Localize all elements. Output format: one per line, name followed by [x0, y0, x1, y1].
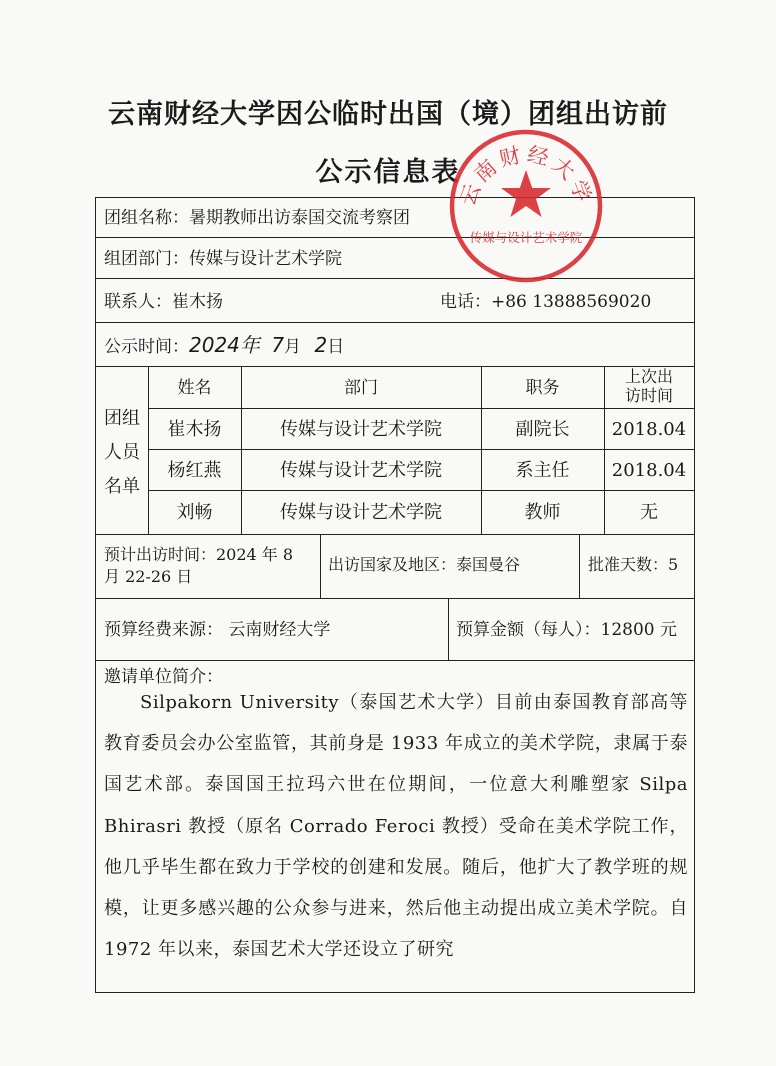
- notice-day-unit: 日: [327, 337, 345, 357]
- header-last-visit: 上次出 访时间: [624, 367, 673, 405]
- notice-year: 2024年: [189, 333, 260, 357]
- member-position: 系主任: [515, 460, 570, 481]
- member-position: 副院长: [515, 419, 570, 440]
- member-last-visit: 2018.04: [611, 419, 687, 440]
- notice-day: 2: [314, 333, 328, 357]
- seal-top-text: 云南财经大学: [455, 142, 597, 209]
- member-dept: 传媒与设计艺术学院: [280, 460, 442, 481]
- group-dept-value: 传媒与设计艺术学院: [189, 249, 342, 269]
- red-seal-stamp: [446, 126, 606, 286]
- trip-days: 批准天数：5: [588, 555, 679, 574]
- group-name-row: [104, 208, 410, 228]
- phone-value: +86 13888569020: [491, 292, 652, 312]
- group-dept-row: [104, 249, 342, 269]
- contact-row: [104, 292, 223, 312]
- contact-value: 崔木扬: [172, 292, 223, 312]
- invite-label: 邀请单位简介：: [104, 667, 223, 687]
- member-dept: 传媒与设计艺术学院: [280, 502, 442, 523]
- notice-month-unit: 月: [284, 337, 302, 357]
- group-name-label: 团组名称：: [104, 208, 189, 228]
- member-name: 刘畅: [176, 502, 213, 523]
- trip-time: 预计出访时间：2024 年 8 月 22-26 日: [104, 545, 294, 586]
- info-table: [95, 197, 695, 993]
- header-dept: 部门: [344, 378, 378, 398]
- phone-row: [440, 292, 651, 312]
- invite-text: Silpakorn University（泰国艺术大学）目前由泰国教育部高等教育委员会办公室监管，其前身是 1933 年成立的美术学院，隶属于泰国艺术部。泰国国王拉玛六世在位期间，一位意大利雕塑家 Silpa Bhirasri 教授（原名 Corrado Feroci 教授）受命在美术学院工作，他几乎毕生都在致力于学校的创建和发展。随后，他扩大了教学班的规模，让更多感兴趣的公众参与进来，然后他主动提出成立美术学院。自 1972 年以来，泰国艺术大学还设立了研究: [104, 692, 688, 961]
- doc-title-line1: 云南财经大学因公临时出国（境）团组出访前: [108, 99, 668, 130]
- budget-source: 预算经费来源： 云南财经大学: [104, 620, 331, 640]
- phone-label: 电话：: [440, 292, 491, 312]
- member-position: 教师: [524, 502, 561, 523]
- member-dept: 传媒与设计艺术学院: [280, 419, 442, 440]
- notice-time-label: 公示时间：: [104, 337, 189, 357]
- doc-title-line2: 公示信息表: [315, 157, 461, 188]
- trip-country: 出访国家及地区：泰国曼谷: [328, 555, 521, 574]
- notice-time-row: [104, 335, 344, 357]
- members-side-label: 团组 人员 名单: [104, 408, 140, 497]
- group-name-value: 暑期教师出访泰国交流考察团: [189, 208, 410, 228]
- group-dept-label: 组团部门：: [104, 249, 189, 269]
- member-name: 杨红燕: [167, 460, 222, 481]
- member-last-visit: 2018.04: [611, 460, 687, 481]
- header-name: 姓名: [177, 378, 212, 398]
- contact-label: 联系人：: [104, 292, 172, 312]
- notice-month: 7: [271, 333, 285, 357]
- seal-bottom-text: 传媒与设计艺术学院: [469, 230, 583, 245]
- member-last-visit: 无: [640, 502, 658, 523]
- member-name: 崔木扬: [167, 419, 222, 440]
- budget-amount: 预算金额（每人）：12800 元: [456, 620, 677, 640]
- header-position: 职务: [525, 378, 560, 398]
